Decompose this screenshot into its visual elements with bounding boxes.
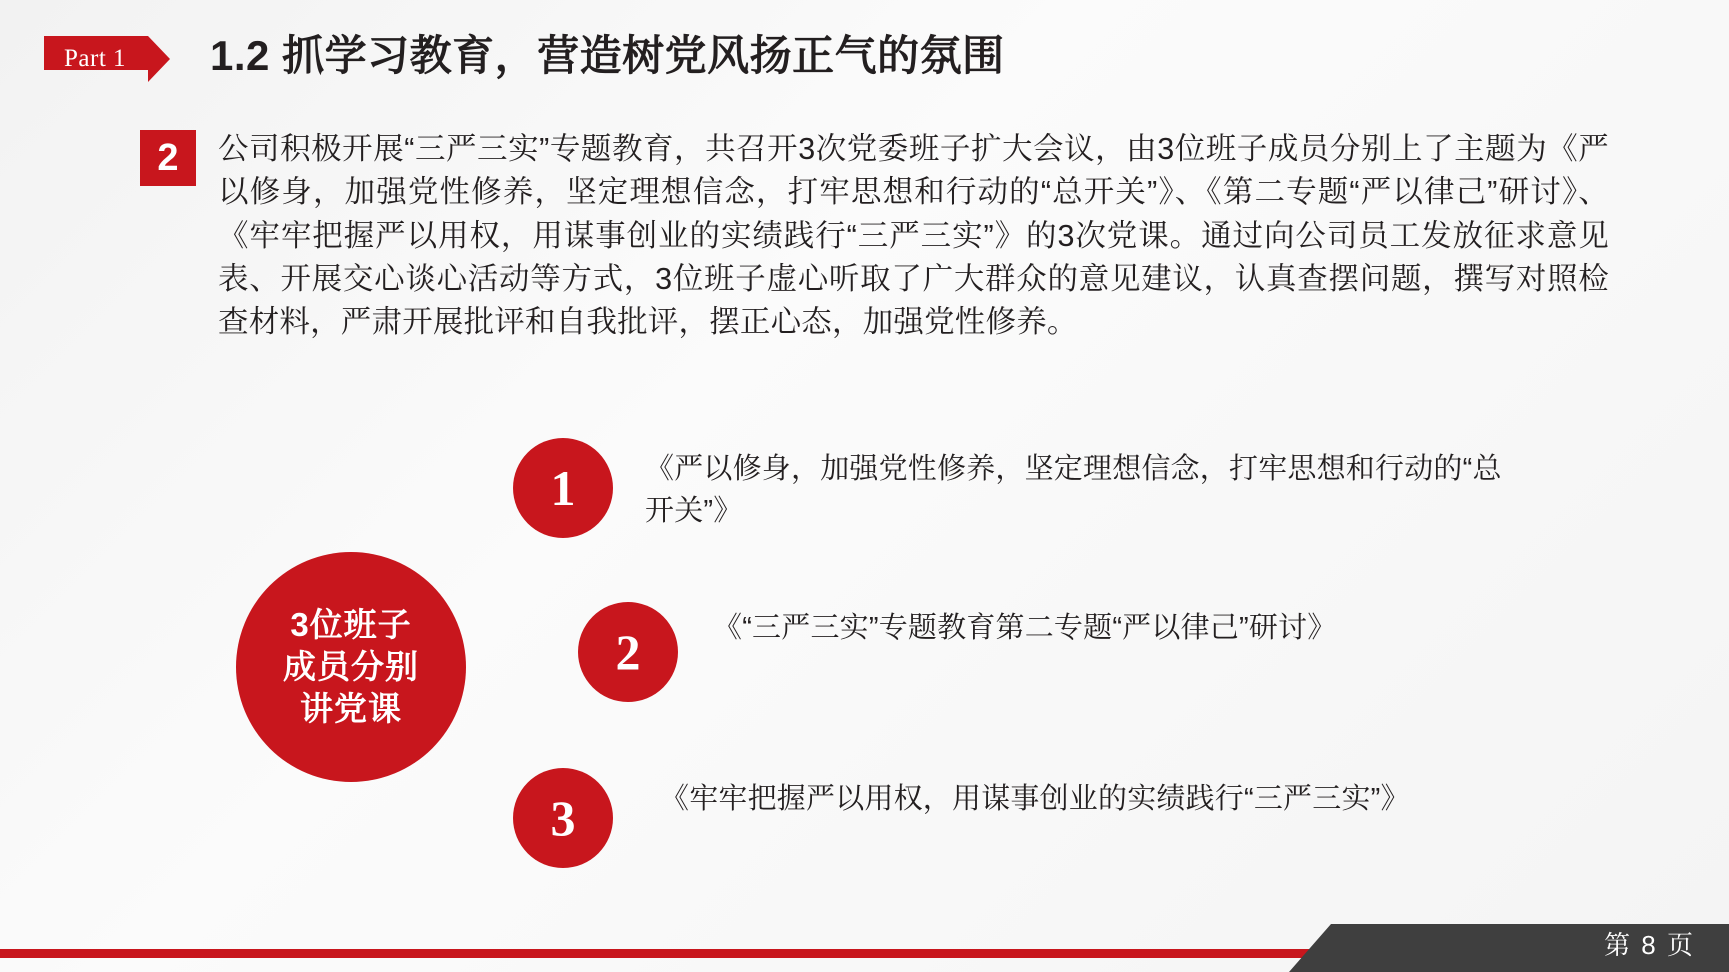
diagram-node-1-text: 《严以修身，加强党性修养，坚定理想信念，打牢思想和行动的“总开关”》: [645, 453, 1502, 528]
slide-header: [44, 22, 1689, 84]
diagram-node-2: 2: [578, 602, 678, 702]
diagram-node-1: 1: [513, 438, 613, 538]
part-tag: Part 1: [44, 36, 148, 70]
footer-accent-bar: [0, 949, 1510, 958]
paragraph-block: [140, 128, 1609, 344]
diagram-hub: [236, 552, 466, 782]
hub-and-spoke-diagram: [0, 430, 1729, 910]
page-title: 1.2 抓学习教育，营造树党风扬正气的氛围: [210, 32, 1005, 79]
hub-line-2: 成员分别: [283, 647, 419, 685]
diagram-node-3-text: 《牢牢把握严以用权，用谋事创业的实绩践行“三严三实”》: [660, 783, 1410, 815]
slide-footer: [0, 916, 1729, 972]
diagram-node-2-text: 《“三严三实”专题教育第二专题“严以律己”研讨》: [713, 612, 1337, 644]
hub-line-1: 3位班子: [290, 605, 412, 643]
diagram-node-3: 3: [513, 768, 613, 868]
hub-line-3: 讲党课: [300, 690, 402, 728]
paragraph-number-badge: 2: [140, 130, 196, 186]
page-number: 第 8 页: [1604, 930, 1695, 960]
paragraph-text: 公司积极开展“三严三实”专题教育，共召开3次党委班子扩大会议，由3位班子成员分别上了主题为《严以修身，加强党性修养，坚定理想信念，打牢思想和行动的“总开关”》、《第二专题“严以律己”研讨》、《牢牢把握严以用权，用谋事创业的实绩践行“三严三实”》的3次党课。通过向公司员工发放征求意见表、开展交心谈心活动等方式，3位班子虚心听取了广大群众的意见建议，认真查摆问题，撰写对照检查材料，严肃开展批评和自我批评，摆正心态，加强党性修养。: [218, 132, 1609, 340]
